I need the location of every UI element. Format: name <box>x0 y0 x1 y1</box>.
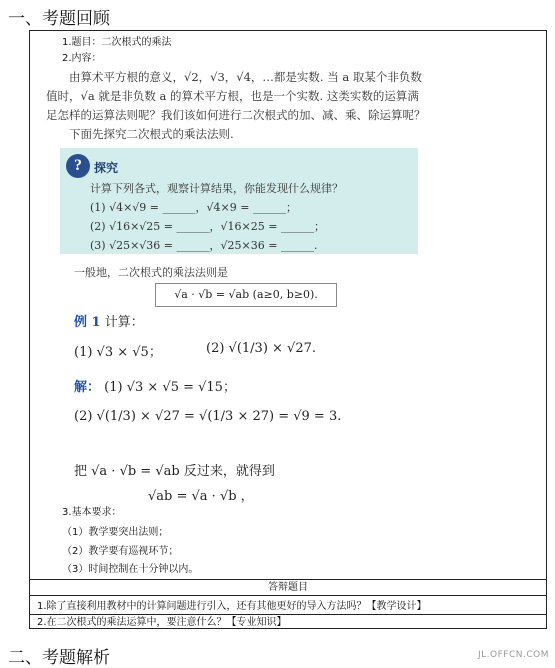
explore-item: (1) √4×√9 = ______，√4×9 = ______； <box>90 201 297 214</box>
textbook-intro <box>46 68 426 144</box>
watermark: JL.OFFCN.COM <box>478 650 549 660</box>
explore-lead: 计算下列各式，观察计算结果，你能发现什么规律？ <box>90 182 343 195</box>
defense-header: 答辩题目 <box>29 579 547 596</box>
rule-formula: √a · √b = √ab (a≥0, b≥0). <box>155 283 337 307</box>
explore-icon: ? <box>66 154 90 178</box>
requirement-item: （3）时间控制在十分钟以内。 <box>62 564 199 575</box>
explore-box <box>60 148 418 254</box>
section-title-analysis: 二、考题解析 <box>8 648 110 668</box>
content-label: 2.内容： <box>62 53 102 64</box>
requirement-item: （1）教学要突出法则； <box>62 527 169 538</box>
defense-question: 1.除了直接利用教材中的计算问题进行引入，还有其他更好的导入方法吗？【教学设计】 <box>37 601 427 612</box>
intro-paragraph: 由算术平方根的意义，√2，√3，√4，…都是实数. 当 a 取某个非负数值时，√a 就是非负数 a 的算术平方根，也是一个实数. 这类实数的运算满足怎样的运算法则呢？我们该如何进行二次根式的加、减、乘、除运算呢？ <box>46 70 426 122</box>
solution-step-2: (2) √(1/3) × √27 = √(1/3 × 27) = √9 = 3. <box>74 409 342 424</box>
example-question-2: (2) √(1/3) × √27. <box>206 341 317 356</box>
defense-question: 2.在二次根式的乘法运算中，要注意什么？【专业知识】 <box>37 617 287 628</box>
topic-line: 1.题目：二次根式的乘法 <box>62 37 172 48</box>
solution-line-1 <box>74 376 236 395</box>
intro-paragraph-2: 下面先探究二次根式的乘法法则. <box>69 127 234 141</box>
requirements-label: 3.基本要求： <box>62 507 122 518</box>
example-label: 例 1 <box>74 315 101 330</box>
divider <box>29 614 547 615</box>
reverse-formula: √ab = √a · √b ， <box>148 489 254 504</box>
example-heading <box>74 311 144 330</box>
reverse-text: 把 √a · √b = √ab 反过来，就得到 <box>74 464 275 479</box>
section-title-review: 一、考题回顾 <box>8 9 110 29</box>
solution-label: 解： <box>74 380 101 395</box>
explore-item: (2) √16×√25 = ______，√16×25 = ______； <box>90 220 325 233</box>
explore-title: 探究 <box>94 161 119 175</box>
example-question-1: (1) √3 × √5； <box>74 345 162 360</box>
explore-item: (3) √25×√36 = ______，√25×36 = ______. <box>90 239 318 252</box>
requirement-item: （2）教学要有巡视环节； <box>62 546 179 557</box>
example-task: 计算： <box>104 315 144 330</box>
solution-step-1: (1) √3 × √5 = √15； <box>104 380 236 395</box>
rule-lead: 一般地，二次根式的乘法法则是 <box>74 266 228 279</box>
